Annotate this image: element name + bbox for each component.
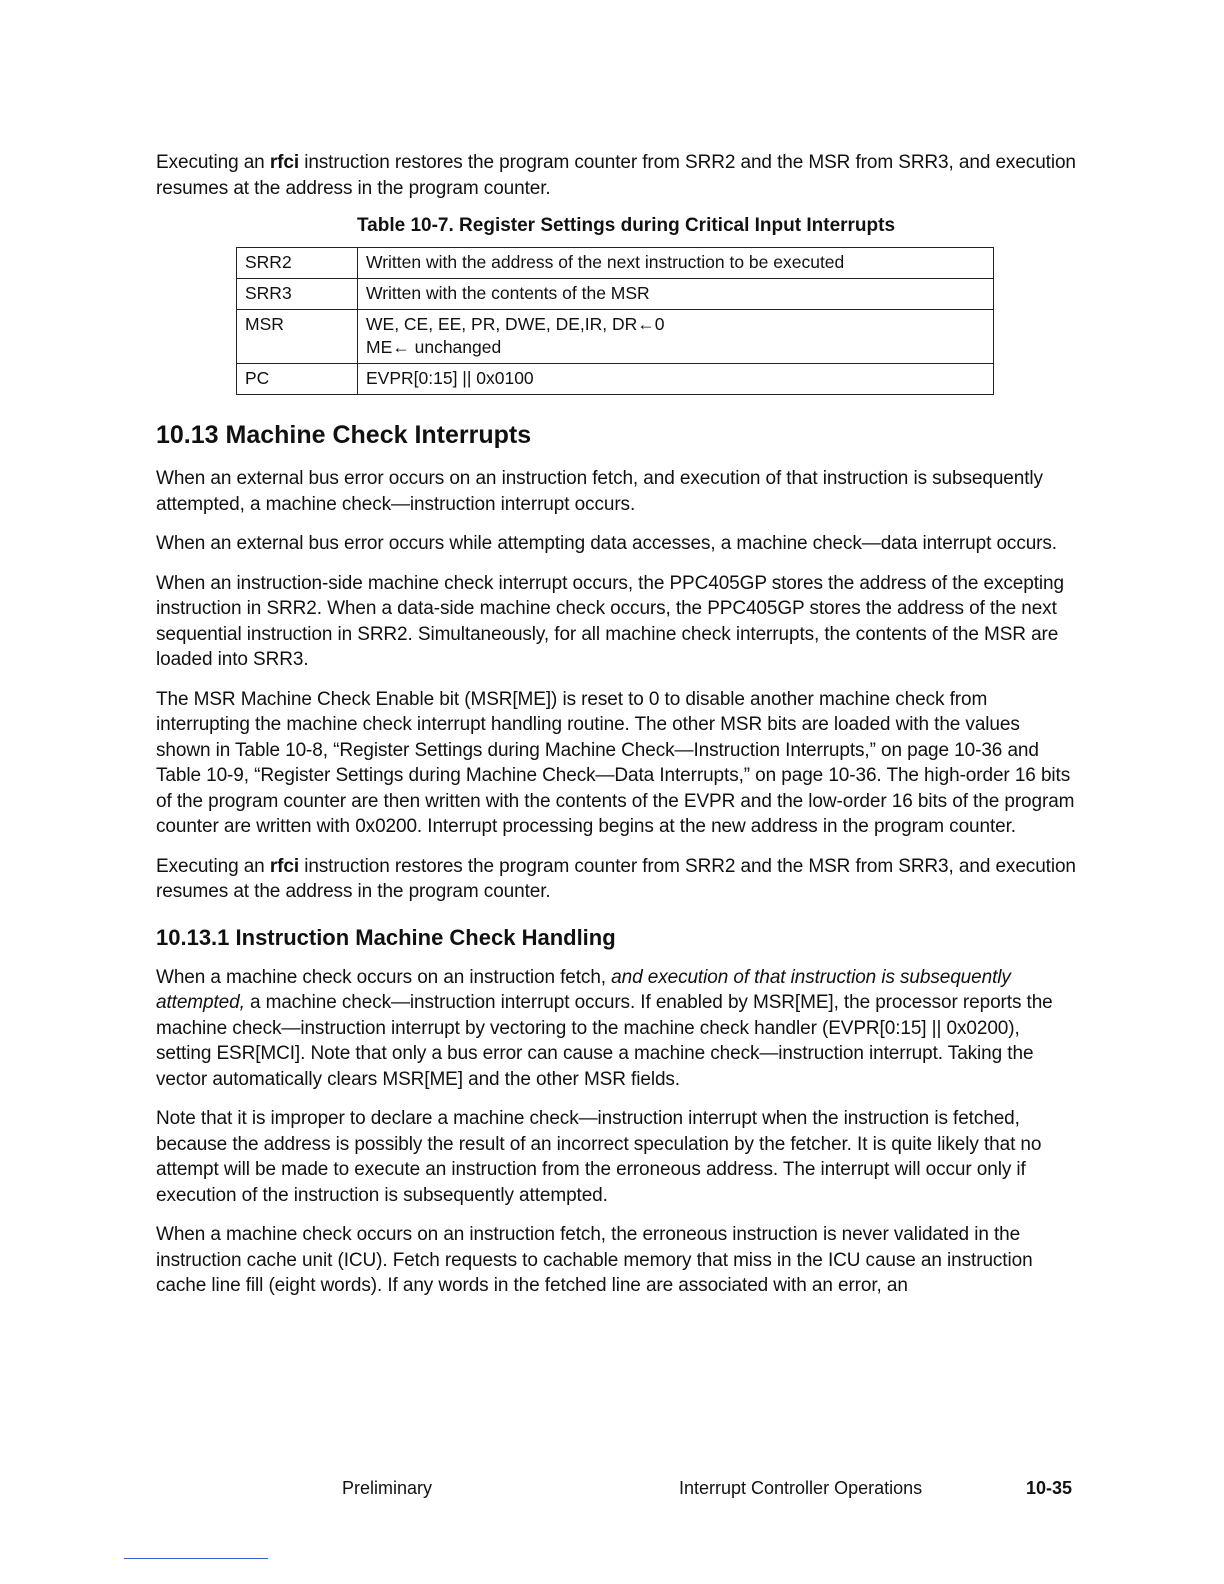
register-cell: PC (237, 364, 358, 395)
section-paragraph: The MSR Machine Check Enable bit (MSR[ME]) is reset to 0 to disable another machine check from interrupting the machine check interrupt handling routine. The other MSR bits are loaded with the values shown in Table 10-8, “Register Settings during Machine Check—Instruction Interrupts,” on page 10-36 and Table 10-9, “Register Settings during Machine Check—Data Interrupts,” on page 10-36. The high-order 16 bits of the program counter are then written with the contents of the EVPR and the low-order 16 bits of the program counter are written with 0x0200. Interrupt processing begins at the new address in the program counter. (156, 688, 1075, 837)
page-number: 10-35 (1026, 1478, 1073, 1498)
footer-status: Preliminary (342, 1478, 433, 1498)
setting-text-line2: ME← unchanged (366, 337, 502, 357)
section-heading: 10.13 Machine Check Interrupts (156, 421, 532, 449)
subsection-paragraph: When a machine check occurs on an instruction fetch, the erroneous instruction is never validated in the instruction cache unit (ICU). Fetch requests to cachable memory that miss in the ICU cause an instruction cache line fill (eight words). If any words in the fetched line are associated with an error, an (156, 1224, 1033, 1296)
setting-text: EVPR[0:15] || 0x0100 (366, 368, 534, 388)
table-row (237, 310, 994, 364)
subsection-heading: 10.13.1 Instruction Machine Check Handling (156, 924, 616, 950)
text-run: Executing an (156, 152, 270, 173)
table-row (237, 364, 994, 395)
section-paragraph (156, 854, 1076, 905)
instruction-name: rfci (269, 855, 300, 877)
setting-cell (358, 310, 994, 364)
page-content (156, 150, 1076, 1313)
setting-text: Written with the address of the next instruction to be executed (366, 252, 845, 272)
register-settings-table (236, 247, 994, 395)
bottom-rule-divider (124, 1558, 268, 1559)
table-row (237, 279, 994, 310)
text-run: a machine check—instruction interrupt occurs. If enabled by MSR[ME], the processor reports the machine check—instruction interrupt by vectoring to the machine check handler (EVPR[0:15] || 0x0200), setting ESR[MCI]. Note that only a bus error can cause a machine check—instruction interrupt. Taking the vector automatically clears MSR[ME] and the other MSR fields. (156, 992, 1053, 1090)
setting-cell (358, 279, 994, 310)
subsection-paragraph (156, 965, 1076, 1093)
section-paragraph: When an external bus error occurs while attempting data accesses, a machine check—data interrupt occurs. (156, 533, 1057, 554)
table-caption: Table 10-7. Register Settings during Critical Input Interrupts (356, 215, 896, 236)
setting-text: WE, CE, EE, PR, DWE, DE,IR, DR←0 (366, 314, 665, 334)
section-paragraph: When an instruction-side machine check interrupt occurs, the PPC405GP stores the address of the excepting instruction in SRR2. When a data-side machine check occurs, the PPC405GP stores the address of the next sequential instruction in SRR2. Simultaneously, for all machine check interrupts, the contents of the MSR are loaded into SRR3. (156, 572, 1064, 670)
section-paragraph: When an external bus error occurs on an instruction fetch, and execution of that instruction is subsequently attempted, a machine check—instruction interrupt occurs. (156, 468, 1043, 515)
subsection-paragraph: Note that it is improper to declare a machine check—instruction interrupt when the instruction is fetched, because the address is possibly the result of an incorrect speculation by the fetcher. It is quite likely that no attempt will be made to execute an instruction from the erroneous address. The interrupt will occur only if execution of the instruction is subsequently attempted. (156, 1108, 1042, 1206)
register-cell: SRR3 (237, 279, 358, 310)
register-cell: MSR (237, 310, 358, 364)
setting-text: Written with the contents of the MSR (366, 283, 650, 303)
text-run: Executing an (156, 855, 270, 877)
footer-chapter-title: Interrupt Controller Operations (679, 1478, 923, 1498)
setting-cell (358, 364, 994, 395)
text-run: instruction restores the program counter from SRR2 and the MSR from SRR3, and execution resumes at the address in the program counter. (156, 855, 1076, 902)
setting-cell (358, 248, 994, 279)
table-row (237, 248, 994, 279)
emphasis-text: and execution of that instruction is subsequently attempted, (156, 966, 1011, 1013)
text-run: When a machine check occurs on an instruction fetch, (156, 966, 612, 988)
register-cell: SRR2 (237, 248, 358, 279)
text-run: instruction restores the program counter from SRR2 and the MSR from SRR3, and execution resumes at the address in the program counter. (156, 152, 1076, 199)
instruction-name: rfci (269, 152, 300, 173)
intro-paragraph (156, 150, 1076, 201)
